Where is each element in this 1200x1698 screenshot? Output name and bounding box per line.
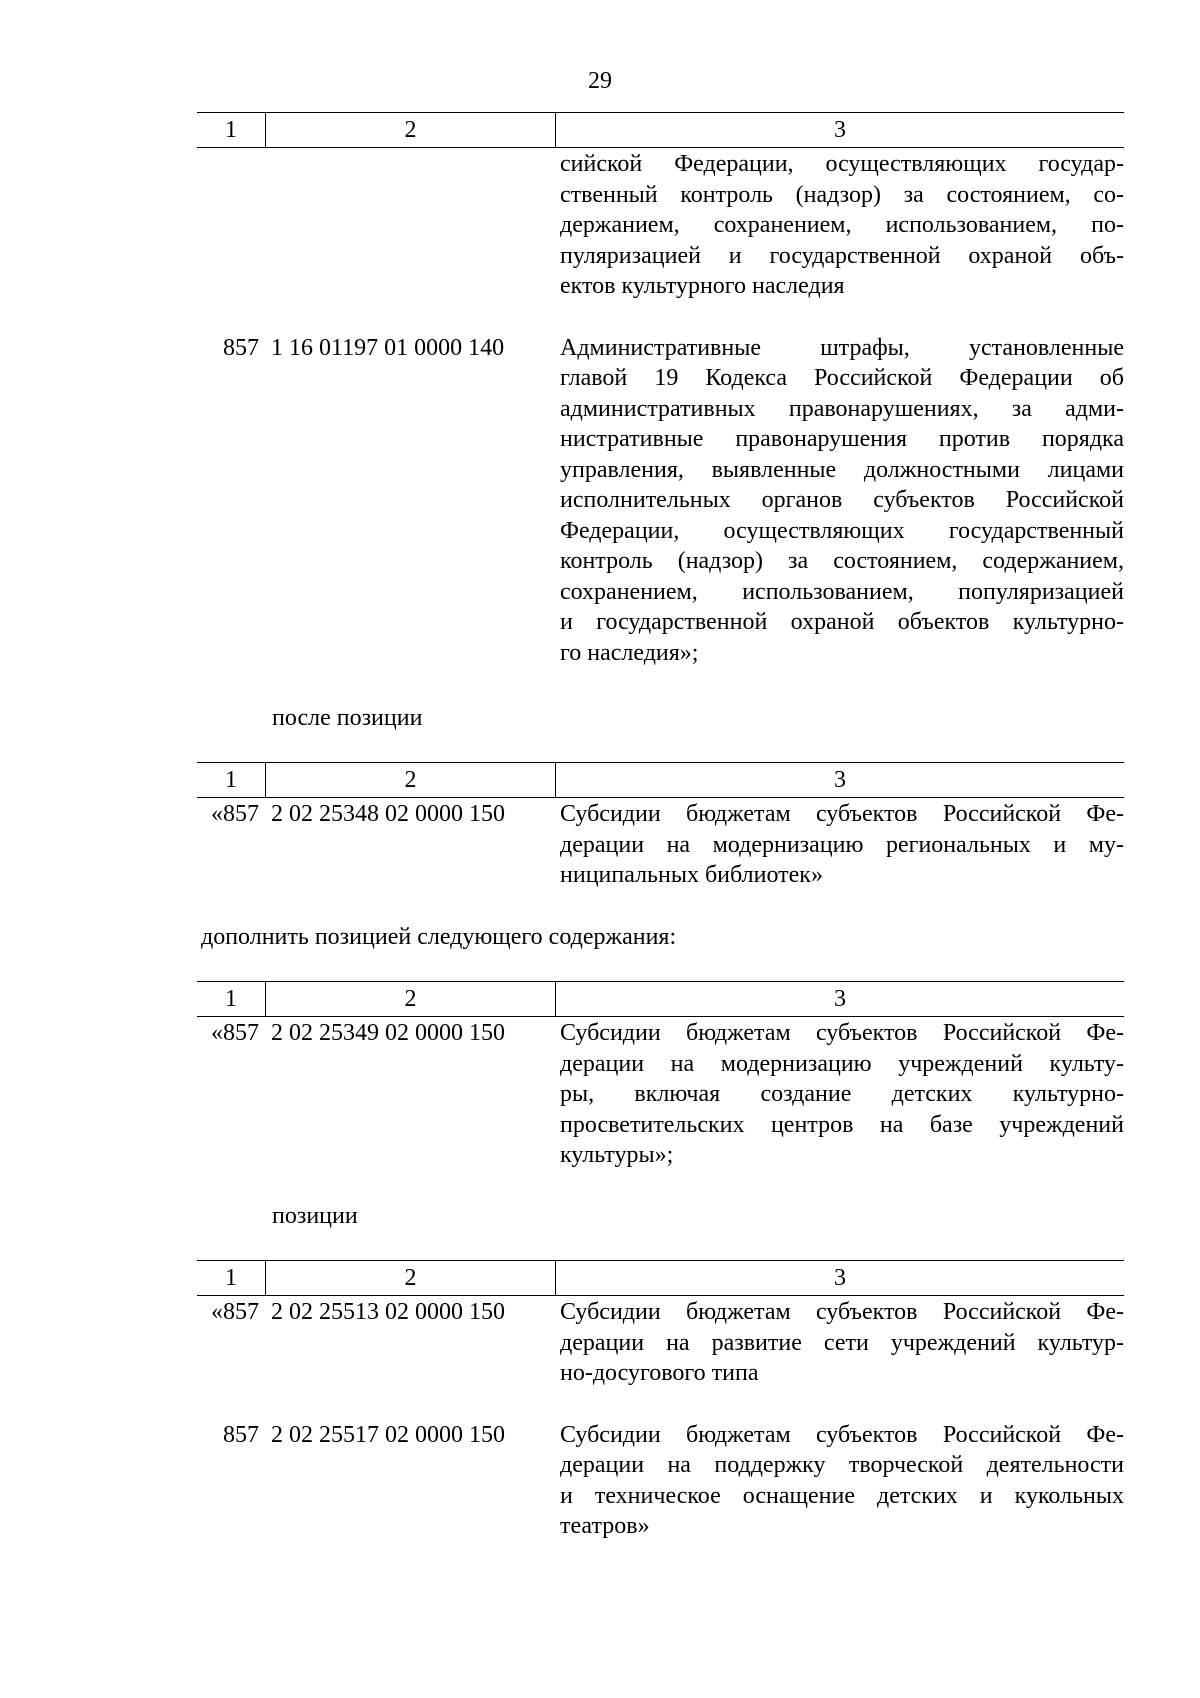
department-code: «857	[211, 1299, 259, 1325]
paragraph-add-position: дополнить позицией следующего содержания:	[201, 924, 677, 950]
table-header-row	[197, 1261, 1124, 1296]
description-line: исполнительных органов субъектов Российской	[560, 487, 1124, 513]
column-header-2: 2	[265, 1261, 555, 1295]
description-line: административных правонарушениях, за адми-	[560, 395, 1124, 422]
paragraph-positions: позиции	[272, 1203, 358, 1229]
code-table-2	[197, 762, 1124, 891]
description-line: просветительских центров на базе учреждений	[560, 1111, 1124, 1138]
revenue-description	[555, 149, 1124, 302]
description-line: ектов культурного наследия	[560, 273, 845, 299]
table-header-row	[197, 763, 1124, 798]
column-header-2: 2	[265, 763, 555, 797]
page-number: 29	[588, 68, 612, 94]
table-row	[197, 1296, 1124, 1389]
description-line: ниципальных библиотек»	[560, 862, 823, 888]
table-row	[197, 148, 1124, 302]
budget-classification-code: 2 02 25348 02 0000 150	[271, 801, 505, 827]
department-code: «857	[211, 801, 259, 827]
column-header-3: 3	[555, 113, 1124, 147]
description-line: управления, выявленные должностными лицами	[560, 456, 1124, 483]
table-row	[197, 1017, 1124, 1171]
description-line: и техническое оснащение детских и кукольных	[560, 1482, 1124, 1509]
description-line: сохранением, использованием, популяризацией	[560, 578, 1124, 605]
description-line: ственный контроль (надзор) за состоянием, со-	[560, 181, 1124, 208]
budget-classification-code	[265, 149, 555, 302]
table-header-row	[197, 982, 1124, 1017]
code-table-3	[197, 981, 1124, 1171]
table-row	[197, 798, 1124, 891]
budget-classification-code: 2 02 25517 02 0000 150	[271, 1421, 505, 1448]
description-line: Административные штрафы, установленные	[560, 334, 1124, 361]
table-header-row	[197, 113, 1124, 148]
code-table-1	[197, 112, 1124, 668]
description-line: дерации на развитие сети учреждений культур-	[560, 1329, 1124, 1356]
column-header-1: 1	[225, 1265, 237, 1291]
column-header-1: 1	[225, 986, 237, 1012]
description-line: но-досугового типа	[560, 1360, 759, 1386]
column-header-1: 1	[225, 117, 237, 143]
revenue-description	[555, 1018, 1124, 1171]
description-line: ры, включая создание детских культурно-	[560, 1081, 1124, 1107]
budget-classification-code: 1 16 01197 01 0000 140	[271, 334, 505, 361]
department-code	[197, 149, 265, 302]
paragraph-after-position: после позиции	[272, 705, 423, 731]
column-header-1: 1	[225, 767, 237, 793]
revenue-description	[555, 1420, 1124, 1542]
revenue-description	[555, 799, 1124, 891]
department-code: «857	[211, 1020, 259, 1046]
description-line: пуляризацией и государственной охраной объ-	[560, 242, 1124, 269]
description-line: театров»	[560, 1513, 650, 1539]
description-line: контроль (надзор) за состоянием, содержанием,	[560, 548, 1124, 574]
description-line: Субсидии бюджетам субъектов Российской Фе-	[560, 1020, 1124, 1046]
description-line: нистративные правонарушения против порядка	[560, 426, 1124, 452]
revenue-description	[555, 333, 1124, 669]
column-header-3: 3	[555, 1261, 1124, 1295]
description-line: дерации на поддержку творческой деятельности	[560, 1452, 1124, 1478]
description-line: Субсидии бюджетам субъектов Российской Фе-	[560, 1421, 1124, 1448]
column-header-2: 2	[265, 982, 555, 1016]
department-code: 857	[223, 334, 259, 361]
description-line: и государственной охраной объектов культурно-	[560, 609, 1124, 635]
column-header-3: 3	[555, 982, 1124, 1016]
description-line: Субсидии бюджетам субъектов Российской Фе-	[560, 801, 1124, 827]
description-line: го наследия»;	[560, 639, 699, 666]
code-table-4	[197, 1260, 1124, 1542]
budget-classification-code: 2 02 25349 02 0000 150	[271, 1020, 505, 1046]
budget-classification-code: 2 02 25513 02 0000 150	[271, 1299, 505, 1325]
description-line: сийской Федерации, осуществляющих государ-	[560, 151, 1124, 177]
description-line: держанием, сохранением, использованием, по-	[560, 212, 1124, 238]
description-line: дерации на модернизацию учреждений культу-	[560, 1050, 1124, 1077]
column-header-3: 3	[555, 763, 1124, 797]
department-code: 857	[223, 1421, 259, 1448]
description-line: дерации на модернизацию региональных и му-	[560, 831, 1124, 858]
revenue-description	[555, 1297, 1124, 1389]
description-line: главой 19 Кодекса Российской Федерации об	[560, 365, 1124, 391]
description-line: Субсидии бюджетам субъектов Российской Фе-	[560, 1299, 1124, 1325]
description-line: Федерации, осуществляющих государственный	[560, 517, 1124, 544]
table-row	[197, 1419, 1124, 1542]
table-row	[197, 332, 1124, 669]
column-header-2: 2	[265, 113, 555, 147]
description-line: культуры»;	[560, 1142, 674, 1168]
